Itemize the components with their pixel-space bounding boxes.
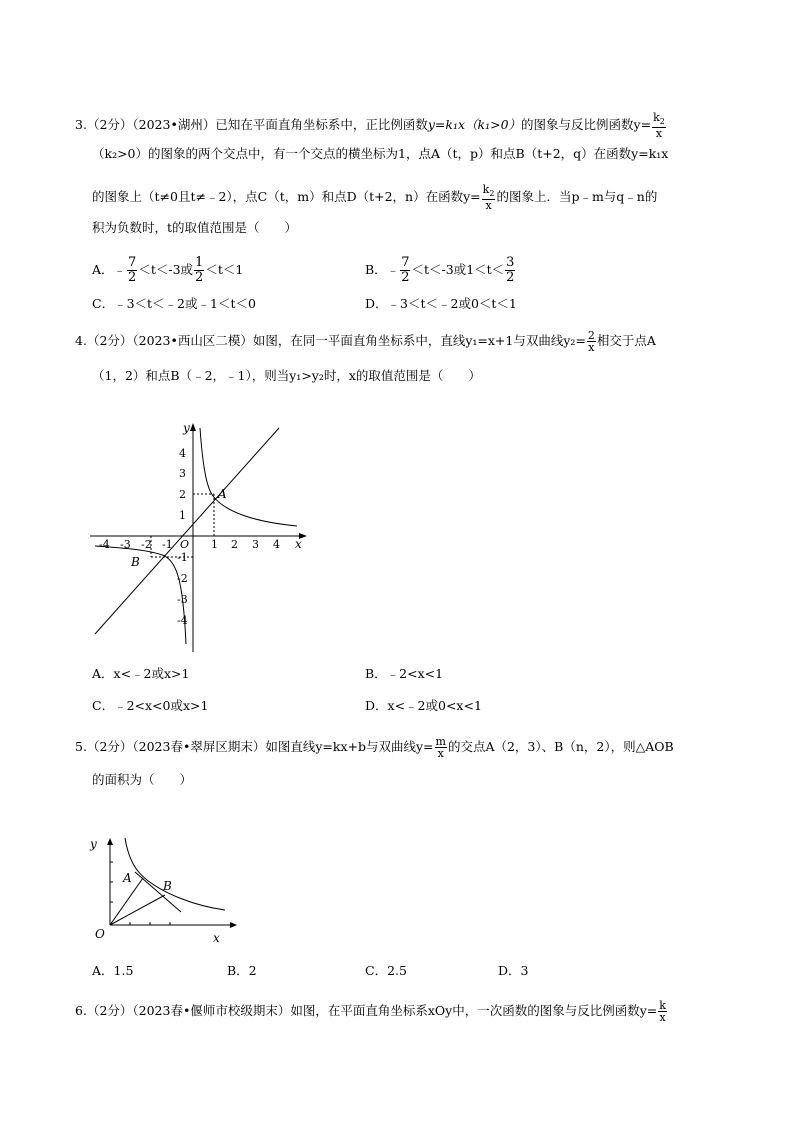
q3-yeq: y= [633,117,652,133]
q5-x-label: x [213,931,220,945]
q4-y-label: y [183,421,190,435]
q3-opt-b-f3: 3 [506,255,515,270]
q3-opt-a-f2b: 2 [195,270,204,285]
q3-opt-b-mid2: 1＜t＜ [466,262,505,277]
q4-xtick: -4 [99,538,110,551]
q3-yeq2: y= [463,189,481,205]
q3-line3 [92,184,657,211]
q4-ytick: 2 [179,488,186,501]
q3-opt-b-label: B． [365,262,387,277]
q3-k2: k [653,111,660,124]
q5-number: 5. [75,739,87,754]
q6-fnum: k [659,999,666,1012]
q6-fden: x [659,1011,666,1024]
q3-fraction-k2-x [652,112,666,139]
q4-ytick: -2 [177,572,188,585]
q5-x-arrow [230,922,237,928]
q3-line2: （k₂>0）的图象的两个交点中，有一个交点的横坐标为1，点A（t，p）和点B（t+2，q）在函数y=k₁x [92,146,669,161]
q4-fden: x [588,341,595,354]
q5-text1: 如图直线y=kx+b与双曲线 [265,739,416,754]
q4-text1: 如图，在同一平面直角坐标系中，直线y₁=x+1与双曲线y₂= [252,333,586,348]
q3-opt-b-f2b: 2 [506,270,515,285]
q4-text2: 相交于点A [596,333,656,348]
q6-yeq: y= [639,1003,658,1018]
q4-hyperbola-lower [95,546,186,644]
q3-opt-b-frac2 [505,256,515,285]
q6-text1: 如图，在平面直角坐标系xOy中，一次函数的图象与反比例函数 [290,1003,640,1018]
q3-opt-b-minus: ﹣ [386,262,400,277]
q5-source: （2023春•翠屏区期末） [132,739,266,754]
q3-x-den: x [655,127,663,141]
q3-line3a: 的图象上（t≠0且t≠﹣2），点C（t，m）和点D（t+2，n）在函数 [92,189,464,205]
q4-option-b[interactable]: B．﹣2<x<1 [365,666,444,681]
q3-number: 3. [75,117,87,133]
q5-graph [85,832,245,947]
q3-option-b[interactable] [365,256,516,285]
q4-source: （2023•西山区二模） [132,333,253,348]
q3-opt-a-minus: ﹣ [113,262,127,277]
q3-opt-a-f2: 2 [128,270,137,285]
q3-opt-a-label: A． [92,262,114,277]
q3-opt-b-f2: 2 [401,270,410,285]
q3-x-den2: x [485,199,492,213]
q6-line1 [75,1000,668,1023]
q4-point-b: B [131,555,140,569]
q6-source: （2023春•偃师市校级期末） [132,1003,291,1018]
q4-hyperbola-upper [200,428,297,526]
q3-text2: 的图象与反比例函数 [521,117,634,133]
q5-yeq: y= [415,739,434,754]
q3-func1: y=k₁x（k₁>0） [427,117,522,133]
q5-origin: O [95,927,105,941]
q4-option-d[interactable]: D．x<﹣2或0<x<1 [365,698,482,713]
q5-hyperbola [125,838,225,910]
q3-option-a[interactable] [92,256,243,285]
q3-text: 已知在平面直角坐标系中，正比例函数 [215,117,428,133]
q5-option-d[interactable]: D．3 [498,963,529,978]
q6-score: （2分） [86,1003,133,1018]
q3-option-c[interactable]: C．﹣3＜t＜﹣2或﹣1＜t＜0 [92,296,256,311]
q4-xtick: 4 [273,538,280,551]
q4-ytick: 1 [179,509,186,522]
q4-ytick: -1 [177,551,188,564]
q5-fden: x [437,747,444,760]
q3-opt-b-frac1 [400,256,410,285]
q3-line1 [75,112,667,139]
q4-x-label: x [295,537,302,551]
q3-opt-a-f7: 7 [128,255,137,270]
q4-ytick: 3 [179,467,186,480]
q5-text2: 的交点A（2，3）、B（n，2），则△AOB [447,739,674,754]
q4-score: （2分） [86,333,133,348]
q4-xtick: 2 [231,538,238,551]
q4-xtick: 1 [211,538,218,551]
q4-option-a[interactable]: A．x<﹣2或x>1 [92,666,190,681]
q5-segment-ob [110,895,165,925]
q5-y-label: y [90,837,97,851]
q4-y-arrow [190,423,196,431]
q3-opt-a-frac1 [127,256,137,285]
q5-option-b[interactable]: B．2 [227,963,257,978]
q4-xtick: -1 [162,538,173,551]
q4-xtick: -3 [120,538,131,551]
q6-number: 6. [75,1003,87,1018]
q4-ytick: -3 [177,593,188,606]
q3-k2-sub: 2 [659,117,665,127]
q5-option-c[interactable]: C．2.5 [365,963,407,978]
q4-line2: （1，2）和点B（﹣2，﹣1），则当y₁>y₂时，x的取值范围是（ ） [92,368,481,383]
q5-y-arrow [107,838,113,845]
q3-option-d[interactable]: D．﹣3＜t＜﹣2或0＜t＜1 [365,296,517,311]
q6-fraction [658,1000,667,1023]
q4-ytick: 4 [179,447,186,460]
q3-k2b: k [482,183,490,196]
q3-opt-a-frac2 [194,256,204,285]
q4-number: 4. [75,333,87,348]
q3-source: （2023•湖州） [132,117,216,133]
q4-option-c[interactable]: C．﹣2<x<0或x>1 [92,698,209,713]
q3-fraction-k2-x-2 [482,184,496,211]
q3-line3b: 的图象上．当p﹣m与q﹣n的 [496,189,658,205]
q5-line1 [75,736,674,759]
q4-ytick: -4 [177,614,188,627]
q3-opt-a-mid: ＜t＜-3或 [138,262,194,277]
q3-opt-a-f1: 1 [195,255,204,270]
q4-line1 [75,330,656,353]
q4-graph [85,420,315,660]
q5-fraction [435,736,447,759]
q3-opt-a-end: ＜t＜1 [205,262,244,277]
q3-opt-b-f7: 7 [401,255,410,270]
q4-xtick: -2 [141,538,152,551]
q5-line-ab [135,872,181,912]
q3-line4: 积为负数时，t的取值范围是（ ） [92,220,298,235]
q4-origin: O [180,538,190,551]
q4-point-a: A [218,487,227,501]
q5-segment-oa [110,878,143,925]
q4-xtick: 3 [252,538,259,551]
q3-score: （2分） [86,117,133,133]
q3-opt-b-mid: ＜t＜-3或 [411,262,467,277]
q4-fnum: 2 [587,329,595,342]
q5-score: （2分） [86,739,133,754]
q5-option-a[interactable]: A．1.5 [92,963,134,978]
q5-fnum: m [435,735,446,748]
q5-point-a: A [123,871,132,885]
q4-fraction [587,330,596,353]
q5-line2: 的面积为（ ） [92,772,193,787]
q5-point-b: B [163,879,172,893]
q3-k2b-sub: 2 [489,189,495,199]
